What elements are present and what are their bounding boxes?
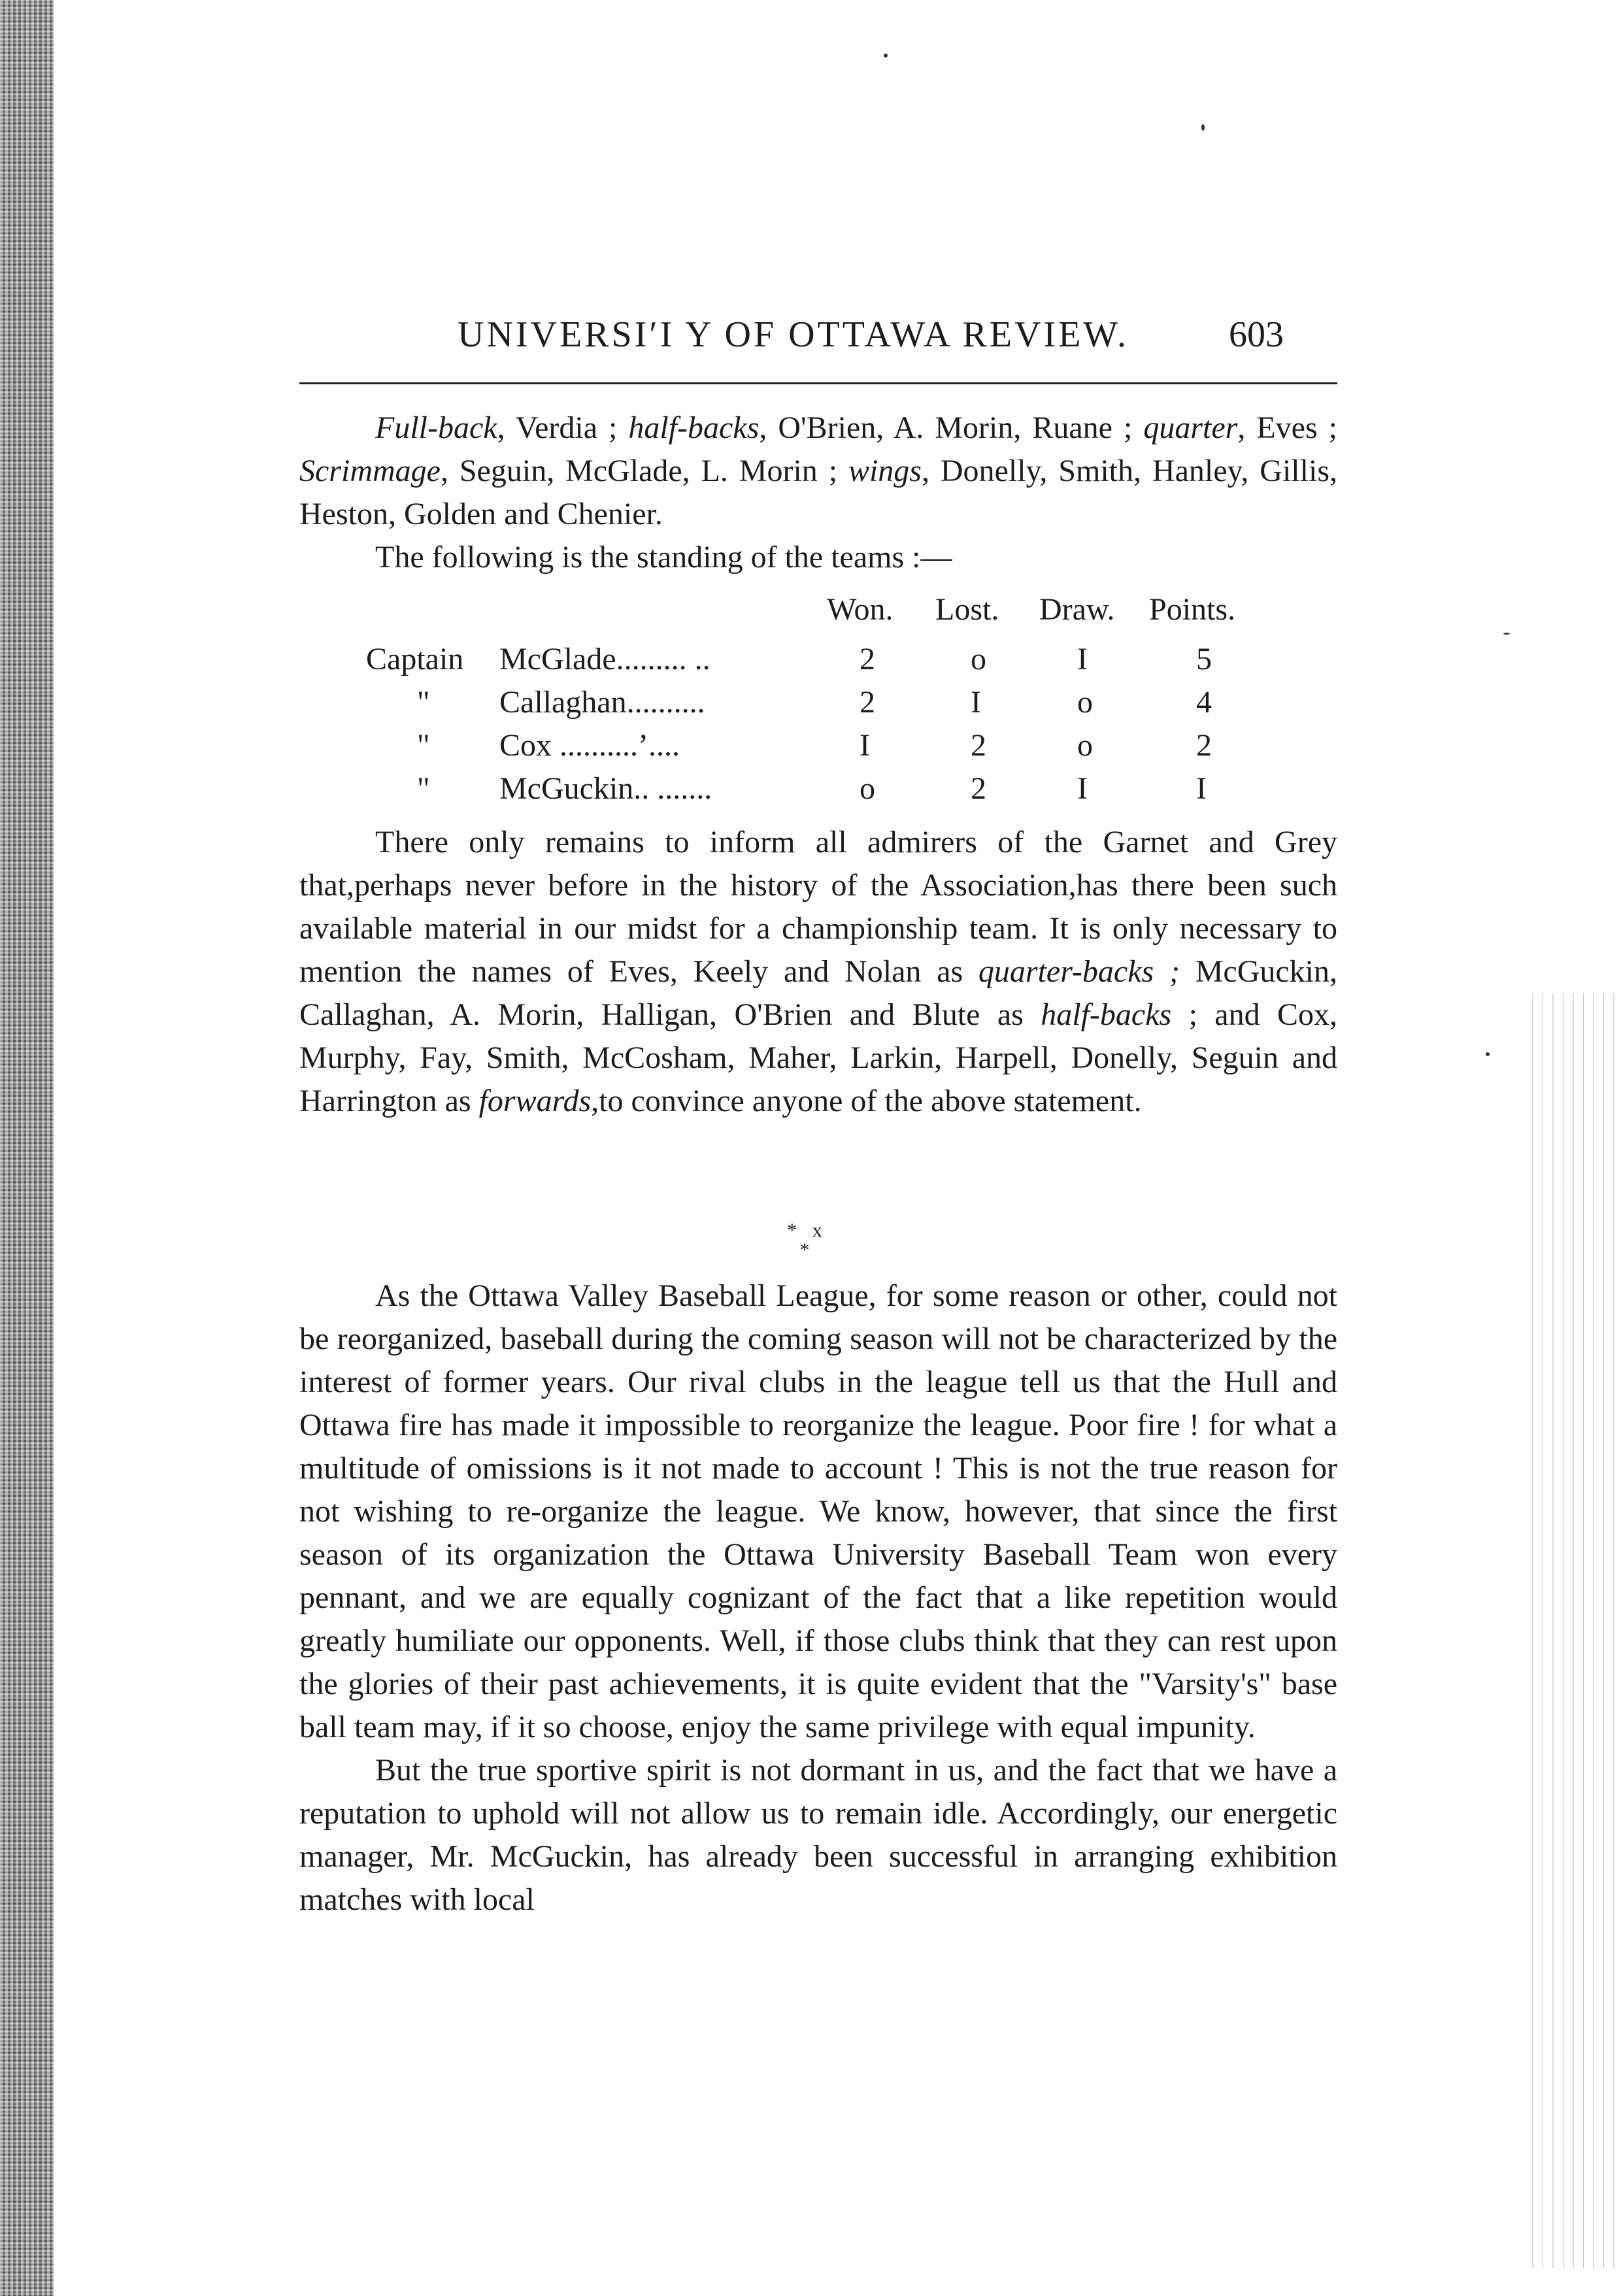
points-value: 5 (1196, 642, 1212, 676)
scan-speck (884, 54, 888, 58)
points-value: I (1196, 771, 1207, 806)
running-header: UNIVERSI′I Y OF OTTAWA REVIEW. (458, 314, 1129, 355)
paragraph-1-text-a: There only remains to inform all admirers of the Garnet and Grey that,perhaps never before in the history of the Association,has there been such available material in our midst for a championship team. It is only necessary to mention the names of Eves, Keely and Nolan as (299, 825, 1337, 989)
won-value: o (860, 771, 875, 806)
draw-value: I (1077, 642, 1088, 676)
lineup-paragraph (299, 407, 1337, 579)
lost-value: I (971, 685, 981, 720)
team-name: McGuckin.. (499, 771, 650, 806)
dot-leader: ......... .. (616, 642, 710, 676)
book-spine-scan-edge (0, 0, 54, 2296)
scan-speck (1503, 633, 1510, 635)
quarter-backs-label: quarter-backs ; (978, 954, 1180, 989)
row-prefix: " (417, 685, 430, 720)
won-value: 2 (860, 642, 875, 676)
column-draw: Draw. (1039, 592, 1115, 627)
row-prefix: " (417, 771, 430, 806)
paragraph-1-text-b: McGuckin, Callaghan, A. Morin, Halligan, O'Brien and Blute as (299, 954, 1337, 1032)
team-name: Callaghan (499, 685, 627, 720)
asterism-bottom: * (799, 1239, 815, 1261)
asterism-top: * x (787, 1220, 827, 1241)
standings-intro: The following is the standing of the teams :— (375, 540, 952, 574)
lost-value: o (971, 642, 986, 676)
scrimmage-label: Scrimmage (299, 454, 441, 488)
standings-table (366, 591, 1294, 814)
row-prefix: Captain (366, 642, 464, 676)
half-backs-names: , O'Brien, A. Morin, Ruane ; (759, 410, 1144, 445)
paragraph-baseball-league: As the Ottawa Valley Baseball League, for some reason or other, could not be reorganized, baseball during the coming season will not be characterized by the interest of former years. Our rival clubs in the league tell us that the Hull and Ottawa fire has made it impossible to reorganize the league. Poor fire ! for what a multitude of omissions is it not made to account ! This is not the true reason for not wishing to re-organize the league. We know, however, that since the first season of its organization the Ottawa University Baseball Team won every pennant, and we are equally cognizant of the fact that a like repetition would greatly humiliate our opponents. Well, if those clubs think that they can rest upon the glories of their past achievements, it is quite evident that the "Varsity's" base ball team may, if it so choose, enjoy the same privilege with equal impunity. (299, 1278, 1337, 1744)
standings-row (366, 727, 1294, 771)
full-back-names: , Verdia ; (497, 410, 629, 445)
dot-leader: .......... (626, 685, 705, 720)
paragraph-1-text-c: ; and Cox, Murphy, Fay, Smith, McCosham, Maher, Larkin, Harpell, Donelly, Seguin and Harrington as (299, 997, 1338, 1118)
half-backs-label: half-backs (628, 410, 760, 445)
lost-value: 2 (971, 728, 986, 763)
scan-speck (1486, 1052, 1490, 1056)
row-prefix: " (417, 728, 430, 763)
column-lost: Lost. (935, 592, 999, 627)
standings-row (366, 771, 1294, 814)
lost-value: 2 (971, 771, 986, 806)
quarter-names: , Eves ; (1237, 410, 1337, 445)
draw-value: I (1077, 771, 1088, 806)
standings-header-row (366, 591, 1294, 641)
forwards-label: forwards (478, 1084, 592, 1118)
points-value: 4 (1196, 685, 1212, 720)
half-backs-label-2: half-backs (1041, 997, 1172, 1032)
standings-row (366, 641, 1294, 684)
paragraph-material (299, 821, 1337, 1123)
draw-value: o (1077, 728, 1093, 763)
scan-speck (1201, 124, 1205, 131)
column-won: Won. (827, 592, 894, 627)
standings-row (366, 684, 1294, 727)
won-value: 2 (860, 685, 875, 720)
won-value: I (860, 728, 870, 763)
dot-leader: ..........’.... (552, 728, 680, 763)
draw-value: o (1077, 685, 1093, 720)
page-number: 603 (1229, 314, 1284, 355)
points-value: 2 (1196, 728, 1212, 763)
column-points: Points. (1149, 592, 1236, 627)
team-name: McGlade (499, 642, 616, 676)
wings-label: wings (848, 454, 922, 488)
team-name: Cox (499, 728, 552, 763)
section-asterism (768, 1221, 846, 1260)
page-edge-scan-artifact (1523, 993, 1621, 2268)
paragraph-1-text-d: ,to convince anyone of the above statement. (591, 1084, 1142, 1118)
scrimmage-names: , Seguin, McGlade, L. Morin ; (440, 454, 848, 488)
header-rule (299, 382, 1337, 384)
dot-leader: ....... (649, 771, 712, 806)
wings-names: , Donelly, Smith, Hanley, Gillis, Heston, Golden and Chenier. (299, 454, 1337, 531)
quarter-label: quarter (1143, 410, 1238, 445)
full-back-label: Full-back (375, 410, 497, 445)
baseball-article (299, 1274, 1337, 1922)
paragraph-sportive-spirit: But the true sportive spirit is not dormant in us, and the fact that we have a reputation to uphold will not allow us to remain idle. Accordingly, our energetic manager, Mr. McGuckin, has already been successful in arranging exhibition matches with local (299, 1753, 1337, 1917)
